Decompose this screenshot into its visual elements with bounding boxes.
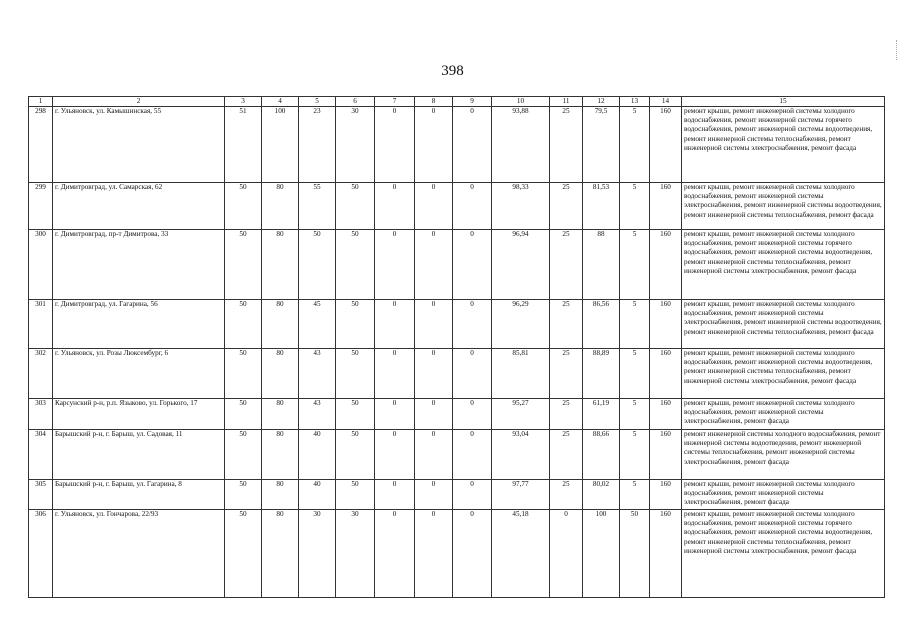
cell-value: 45 [299,300,336,349]
table-row [29,300,885,349]
cell-value: 50 [225,480,262,510]
cell-works: ремонт крыши, ремонт инженерной системы холодного водоснабжения, ремонт инженерной системы электроснабжения, ремонт фасада [682,399,885,430]
cell-value: 0 [375,230,415,300]
cell-value: 50 [225,183,262,230]
cell-value: 0 [453,349,492,399]
cell-value: 80 [262,480,299,510]
cell-value: 0 [415,107,453,183]
cell-value: 5 [620,107,650,183]
cell-value: 80 [262,300,299,349]
col-header: 2 [53,97,225,107]
cell-value: 0 [415,510,453,598]
cell-value: 5 [620,300,650,349]
cell-value: 25 [550,430,583,480]
cell-works: ремонт крыши, ремонт инженерной системы холодного водоснабжения, ремонт инженерной системы электроснабжения, ремонт инженерной системы водоотведения, ремонт инженерной системы теплоснабжения, ремонт фасада [682,300,885,349]
col-header: 15 [682,97,885,107]
cell-value: 25 [550,300,583,349]
cell-number: 303 [29,399,53,430]
cell-value: 5 [620,230,650,300]
cell-value: 30 [336,510,375,598]
cell-address: Барышский р-н, г. Барыш, ул. Гагарина, 8 [53,480,225,510]
cell-value: 25 [550,230,583,300]
cell-value: 50 [336,430,375,480]
cell-value: 5 [620,349,650,399]
cell-value: 0 [550,510,583,598]
cell-value: 5 [620,399,650,430]
cell-value: 160 [650,230,682,300]
cell-value: 160 [650,349,682,399]
cell-value: 160 [650,399,682,430]
cell-address: Барышский р-н, г. Барыш, ул. Садовая, 11 [53,430,225,480]
table-row [29,230,885,300]
cell-value: 50 [225,430,262,480]
col-header: 4 [262,97,299,107]
cell-value: 50 [225,349,262,399]
table-row [29,107,885,183]
cell-value: 88 [583,230,620,300]
cell-value: 43 [299,399,336,430]
col-header: 10 [492,97,550,107]
col-header: 8 [415,97,453,107]
cell-value: 50 [620,510,650,598]
col-header: 12 [583,97,620,107]
cell-value: 50 [336,230,375,300]
cell-value: 50 [225,230,262,300]
cell-value: 88,66 [583,430,620,480]
col-header: 11 [550,97,583,107]
cell-works: ремонт крыши, ремонт инженерной системы холодного водоснабжения, ремонт инженерной системы электроснабжения, ремонт инженерной системы водоотведения, ремонт инженерной системы теплоснабжения, ремонт фасада [682,183,885,230]
cell-value: 85,81 [492,349,550,399]
cell-value: 0 [415,300,453,349]
cell-value: 50 [225,510,262,598]
cell-value: 98,33 [492,183,550,230]
cell-value: 51 [225,107,262,183]
cell-value: 25 [550,183,583,230]
cell-value: 25 [550,480,583,510]
cell-value: 30 [299,510,336,598]
cell-value: 0 [375,399,415,430]
cell-works: ремонт крыши, ремонт инженерной системы холодного водоснабжения, ремонт инженерной системы водоотведения, ремонт инженерной системы теплоснабжения, ремонт инженерной системы электроснабжения, ремонт фасада [682,349,885,399]
cell-value: 80 [262,399,299,430]
cell-value: 0 [453,399,492,430]
cell-value: 80 [262,510,299,598]
col-header: 3 [225,97,262,107]
cell-value: 0 [375,430,415,480]
cell-value: 40 [299,480,336,510]
cell-value: 0 [415,349,453,399]
cell-value: 25 [550,107,583,183]
cell-value: 0 [375,510,415,598]
cell-value: 160 [650,430,682,480]
cell-value: 40 [299,430,336,480]
cell-value: 80,02 [583,480,620,510]
cell-works: ремонт крыши, ремонт инженерной системы холодного водоснабжения, ремонт инженерной системы горячего водоснабжения, ремонт инженерной системы водоотведения, ремонт инженерной системы теплоснабжения, ремонт инженерной системы электроснабжения, ремонт фасада [682,107,885,183]
cell-value: 0 [453,300,492,349]
cell-value: 61,19 [583,399,620,430]
cell-value: 0 [375,300,415,349]
cell-number: 300 [29,230,53,300]
cell-value: 5 [620,430,650,480]
cell-value: 5 [620,480,650,510]
cell-value: 0 [453,107,492,183]
table-row [29,349,885,399]
cell-value: 50 [336,399,375,430]
cell-value: 23 [299,107,336,183]
cell-value: 0 [375,107,415,183]
cell-value: 0 [453,510,492,598]
table-row [29,183,885,230]
cell-value: 160 [650,107,682,183]
col-header: 7 [375,97,415,107]
cell-number: 298 [29,107,53,183]
cell-value: 0 [415,230,453,300]
cell-value: 55 [299,183,336,230]
scan-margin-mark [896,40,899,60]
cell-value: 95,27 [492,399,550,430]
cell-value: 50 [336,349,375,399]
cell-value: 96,94 [492,230,550,300]
cell-address: г. Димитровград, ул. Самарская, 62 [53,183,225,230]
cell-value: 0 [375,480,415,510]
cell-value: 0 [415,399,453,430]
cell-value: 86,56 [583,300,620,349]
cell-number: 301 [29,300,53,349]
cell-works: ремонт инженерной системы холодного водоснабжения, ремонт инженерной системы водоотведения, ремонт инженерной системы теплоснабжения, ремонт инженерной системы электроснабжения, ремонт фасада [682,430,885,480]
cell-value: 100 [583,510,620,598]
cell-works: ремонт крыши, ремонт инженерной системы холодного водоснабжения, ремонт инженерной системы горячего водоснабжения, ремонт инженерной системы водоотведения, ремонт инженерной системы теплоснабжения, ремонт инженерной системы электроснабжения, ремонт фасада [682,510,885,598]
cell-value: 50 [225,399,262,430]
cell-value: 96,29 [492,300,550,349]
cell-address: г. Димитровград, ул. Гагарина, 56 [53,300,225,349]
table-row [29,480,885,510]
cell-value: 97,77 [492,480,550,510]
cell-number: 302 [29,349,53,399]
cell-value: 50 [336,183,375,230]
cell-address: г. Ульяновск, ул. Розы Люксембург, 6 [53,349,225,399]
col-header: 6 [336,97,375,107]
col-header: 1 [29,97,53,107]
header-row [29,97,885,107]
cell-address: г. Ульяновск, ул. Гончарова, 22/93 [53,510,225,598]
cell-value: 160 [650,480,682,510]
col-header: 13 [620,97,650,107]
cell-value: 0 [453,183,492,230]
cell-value: 81,53 [583,183,620,230]
cell-address: г. Димитровград, пр-т Димитрова, 33 [53,230,225,300]
cell-value: 0 [415,430,453,480]
cell-value: 0 [415,480,453,510]
cell-value: 0 [375,349,415,399]
cell-value: 25 [550,349,583,399]
cell-address: г. Ульяновск, ул. Камышинская, 55 [53,107,225,183]
table-row [29,430,885,480]
cell-value: 0 [415,183,453,230]
cell-works: ремонт крыши, ремонт инженерной системы холодного водоснабжения, ремонт инженерной системы электроснабжения, ремонт фасада [682,480,885,510]
cell-value: 0 [453,480,492,510]
cell-value: 0 [453,230,492,300]
cell-address: Карсунский р-н, р.п. Языково, ул. Горького, 17 [53,399,225,430]
table-row [29,399,885,430]
cell-value: 30 [336,107,375,183]
cell-value: 160 [650,183,682,230]
cell-value: 50 [336,480,375,510]
cell-number: 305 [29,480,53,510]
cell-value: 50 [336,300,375,349]
cell-works: ремонт крыши, ремонт инженерной системы холодного водоснабжения, ремонт инженерной системы горячего водоснабжения, ремонт инженерной системы водоотведения, ремонт инженерной системы теплоснабжения, ремонт инженерной системы электроснабжения, ремонт фасада [682,230,885,300]
cell-value: 160 [650,510,682,598]
cell-value: 0 [375,183,415,230]
cell-value: 100 [262,107,299,183]
table-row [29,510,885,598]
cell-value: 50 [225,300,262,349]
col-header: 5 [299,97,336,107]
cell-value: 88,89 [583,349,620,399]
cell-value: 25 [550,399,583,430]
cell-value: 0 [453,430,492,480]
cell-value: 43 [299,349,336,399]
cell-value: 50 [299,230,336,300]
cell-value: 80 [262,430,299,480]
cell-value: 93,88 [492,107,550,183]
cell-value: 80 [262,183,299,230]
cell-number: 299 [29,183,53,230]
cell-value: 79,5 [583,107,620,183]
cell-value: 160 [650,300,682,349]
cell-value: 5 [620,183,650,230]
page-number: 398 [441,63,464,79]
cell-number: 306 [29,510,53,598]
repair-program-table [28,96,885,598]
cell-value: 80 [262,349,299,399]
col-header: 9 [453,97,492,107]
cell-number: 304 [29,430,53,480]
cell-value: 93,04 [492,430,550,480]
cell-value: 80 [262,230,299,300]
col-header: 14 [650,97,682,107]
cell-value: 45,18 [492,510,550,598]
